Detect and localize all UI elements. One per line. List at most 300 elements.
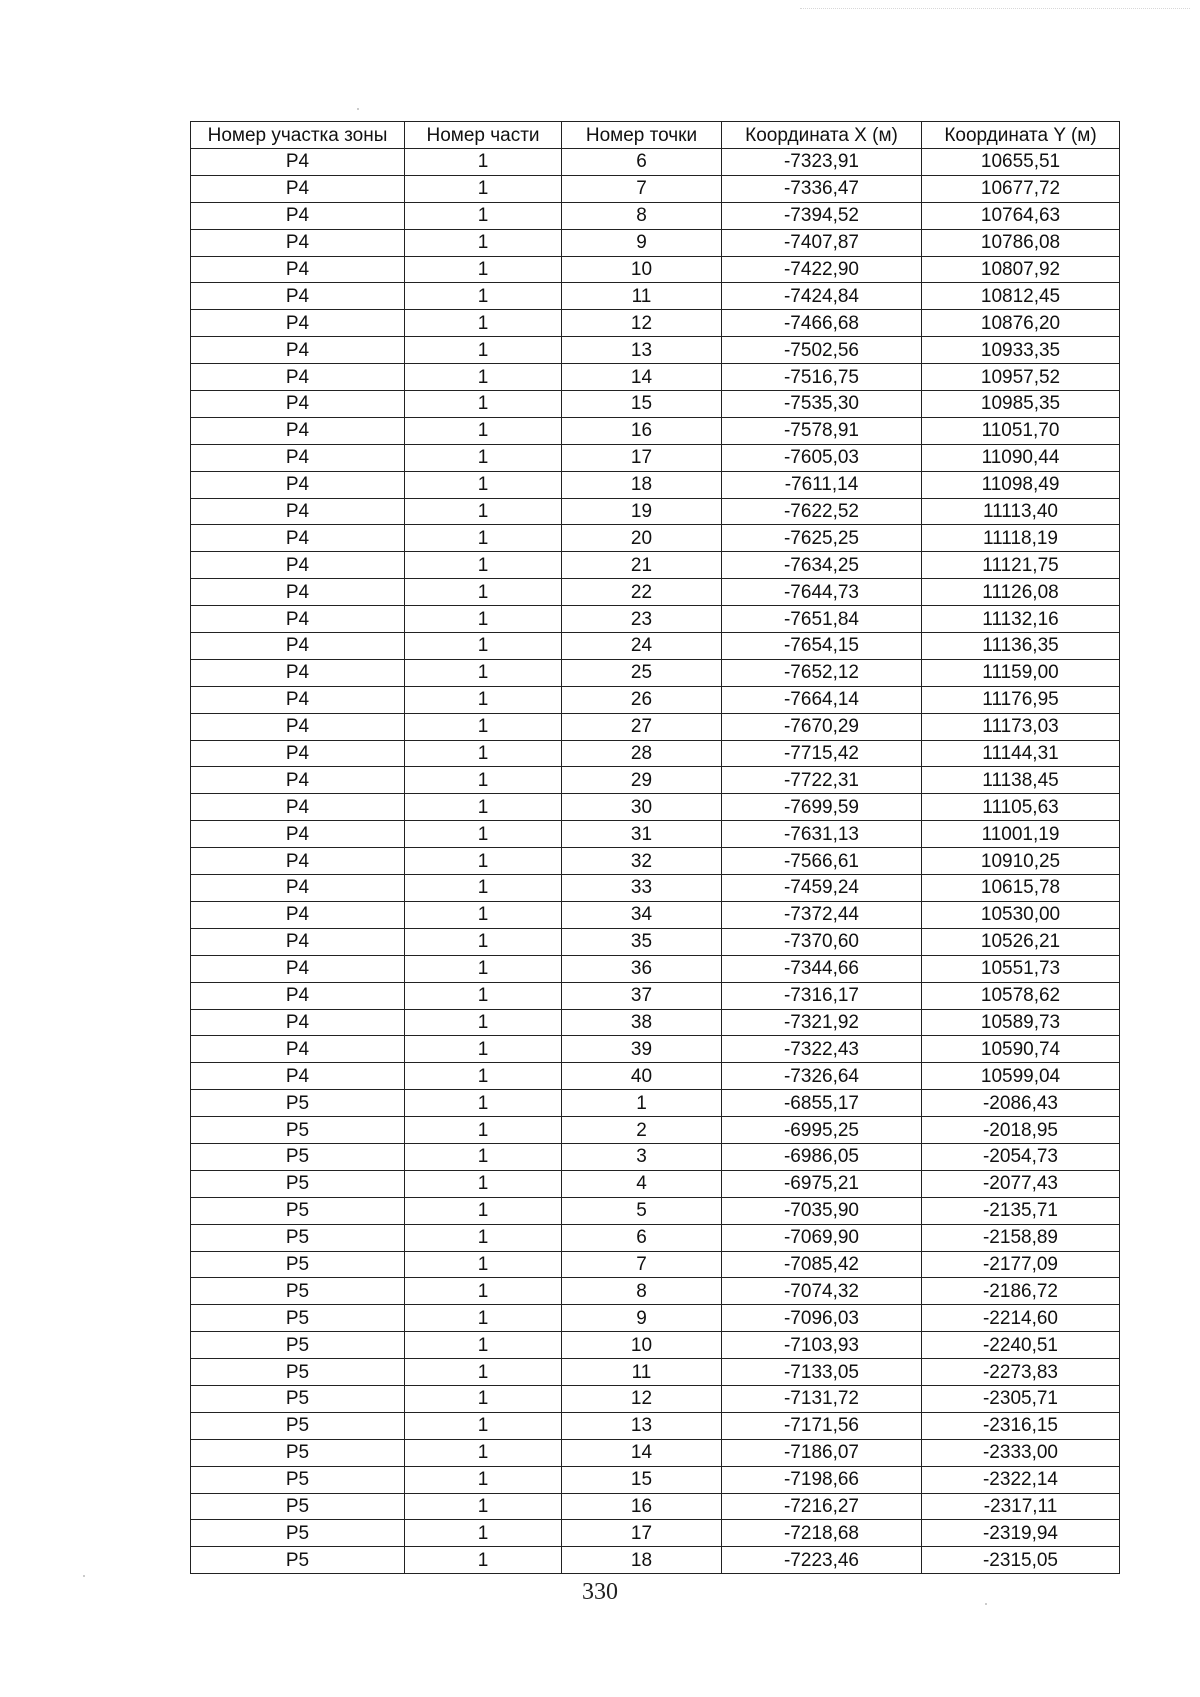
- cell-point-number: 17: [562, 1520, 722, 1547]
- cell-part-number: 1: [405, 713, 562, 740]
- cell-zone-plot-number: Р4: [191, 767, 405, 794]
- table-body: [191, 149, 1120, 1574]
- cell-coordinate-x: -7096,03: [722, 1305, 922, 1332]
- cell-point-number: 21: [562, 552, 722, 579]
- cell-coordinate-x: -7218,68: [722, 1520, 922, 1547]
- cell-coordinate-x: -7198,66: [722, 1466, 922, 1493]
- cell-coordinate-x: -7502,56: [722, 337, 922, 364]
- cell-coordinate-x: -7651,84: [722, 606, 922, 633]
- cell-point-number: 12: [562, 310, 722, 337]
- cell-zone-plot-number: Р5: [191, 1197, 405, 1224]
- table-row: [191, 579, 1120, 606]
- cell-zone-plot-number: Р4: [191, 417, 405, 444]
- cell-coordinate-x: -7316,17: [722, 982, 922, 1009]
- cell-zone-plot-number: Р4: [191, 794, 405, 821]
- cell-point-number: 13: [562, 1412, 722, 1439]
- cell-part-number: 1: [405, 444, 562, 471]
- cell-point-number: 37: [562, 982, 722, 1009]
- cell-part-number: 1: [405, 364, 562, 391]
- cell-coordinate-y: 11051,70: [922, 417, 1120, 444]
- table-row: [191, 552, 1120, 579]
- cell-coordinate-x: -7344,66: [722, 955, 922, 982]
- cell-part-number: 1: [405, 1439, 562, 1466]
- cell-part-number: 1: [405, 1305, 562, 1332]
- header-row: [191, 122, 1120, 149]
- cell-zone-plot-number: Р4: [191, 149, 405, 176]
- cell-coordinate-y: -2305,71: [922, 1385, 1120, 1412]
- cell-point-number: 9: [562, 1305, 722, 1332]
- cell-coordinate-y: 10807,92: [922, 256, 1120, 283]
- cell-coordinate-y: -2317,11: [922, 1493, 1120, 1520]
- cell-coordinate-y: -2319,94: [922, 1520, 1120, 1547]
- cell-part-number: 1: [405, 1520, 562, 1547]
- cell-point-number: 16: [562, 417, 722, 444]
- table-row: [191, 498, 1120, 525]
- cell-coordinate-x: -7605,03: [722, 444, 922, 471]
- scan-speck: [83, 1575, 85, 1577]
- cell-point-number: 40: [562, 1063, 722, 1090]
- cell-zone-plot-number: Р4: [191, 633, 405, 660]
- table-row: [191, 1466, 1120, 1493]
- cell-coordinate-x: -6975,21: [722, 1170, 922, 1197]
- cell-coordinate-x: -7670,29: [722, 713, 922, 740]
- cell-part-number: 1: [405, 1493, 562, 1520]
- cell-point-number: 6: [562, 1224, 722, 1251]
- cell-part-number: 1: [405, 525, 562, 552]
- cell-zone-plot-number: Р4: [191, 1063, 405, 1090]
- table-row: [191, 794, 1120, 821]
- table-row: [191, 417, 1120, 444]
- cell-zone-plot-number: Р4: [191, 928, 405, 955]
- cell-part-number: 1: [405, 202, 562, 229]
- cell-coordinate-x: -7133,05: [722, 1359, 922, 1386]
- cell-zone-plot-number: Р4: [191, 337, 405, 364]
- cell-part-number: 1: [405, 337, 562, 364]
- cell-coordinate-x: -7422,90: [722, 256, 922, 283]
- cell-zone-plot-number: Р4: [191, 1036, 405, 1063]
- cell-coordinate-x: -7664,14: [722, 686, 922, 713]
- cell-coordinate-y: 11173,03: [922, 713, 1120, 740]
- table-row: [191, 686, 1120, 713]
- cell-point-number: 38: [562, 1009, 722, 1036]
- cell-coordinate-y: 10985,35: [922, 391, 1120, 418]
- cell-point-number: 6: [562, 149, 722, 176]
- cell-part-number: 1: [405, 1224, 562, 1251]
- table-row: [191, 256, 1120, 283]
- cell-coordinate-y: 11138,45: [922, 767, 1120, 794]
- cell-zone-plot-number: Р5: [191, 1412, 405, 1439]
- cell-point-number: 11: [562, 283, 722, 310]
- table-row: [191, 1520, 1120, 1547]
- cell-part-number: 1: [405, 498, 562, 525]
- table-row: [191, 1009, 1120, 1036]
- cell-part-number: 1: [405, 1359, 562, 1386]
- cell-part-number: 1: [405, 955, 562, 982]
- cell-part-number: 1: [405, 229, 562, 256]
- cell-coordinate-y: 11098,49: [922, 471, 1120, 498]
- cell-point-number: 18: [562, 1547, 722, 1574]
- cell-coordinate-x: -6855,17: [722, 1090, 922, 1117]
- cell-part-number: 1: [405, 848, 562, 875]
- cell-coordinate-y: -2077,43: [922, 1170, 1120, 1197]
- cell-coordinate-y: -2086,43: [922, 1090, 1120, 1117]
- cell-coordinate-y: 10551,73: [922, 955, 1120, 982]
- cell-coordinate-y: 10526,21: [922, 928, 1120, 955]
- table-row: [191, 928, 1120, 955]
- cell-part-number: 1: [405, 1090, 562, 1117]
- coordinates-table: [190, 121, 1120, 1574]
- cell-coordinate-x: -7069,90: [722, 1224, 922, 1251]
- cell-part-number: 1: [405, 310, 562, 337]
- cell-zone-plot-number: Р5: [191, 1170, 405, 1197]
- table-row: [191, 633, 1120, 660]
- cell-coordinate-x: -7322,43: [722, 1036, 922, 1063]
- cell-coordinate-y: 11105,63: [922, 794, 1120, 821]
- cell-point-number: 5: [562, 1197, 722, 1224]
- cell-zone-plot-number: Р5: [191, 1224, 405, 1251]
- cell-point-number: 27: [562, 713, 722, 740]
- cell-zone-plot-number: Р5: [191, 1466, 405, 1493]
- cell-zone-plot-number: Р4: [191, 471, 405, 498]
- cell-part-number: 1: [405, 1412, 562, 1439]
- table-row: [191, 283, 1120, 310]
- cell-point-number: 31: [562, 821, 722, 848]
- cell-coordinate-x: -7131,72: [722, 1385, 922, 1412]
- cell-part-number: 1: [405, 1143, 562, 1170]
- cell-coordinate-y: -2054,73: [922, 1143, 1120, 1170]
- cell-coordinate-x: -7035,90: [722, 1197, 922, 1224]
- cell-coordinate-x: -7459,24: [722, 875, 922, 902]
- cell-part-number: 1: [405, 417, 562, 444]
- cell-coordinate-y: 11001,19: [922, 821, 1120, 848]
- table-row: [191, 1439, 1120, 1466]
- scan-speck: [357, 108, 359, 110]
- cell-part-number: 1: [405, 875, 562, 902]
- cell-part-number: 1: [405, 175, 562, 202]
- cell-coordinate-x: -7171,56: [722, 1412, 922, 1439]
- cell-zone-plot-number: Р5: [191, 1520, 405, 1547]
- cell-point-number: 24: [562, 633, 722, 660]
- cell-point-number: 28: [562, 740, 722, 767]
- table-row: [191, 848, 1120, 875]
- cell-zone-plot-number: Р4: [191, 955, 405, 982]
- table-row: [191, 1493, 1120, 1520]
- table-row: [191, 525, 1120, 552]
- table-row: [191, 149, 1120, 176]
- cell-zone-plot-number: Р4: [191, 579, 405, 606]
- table-row: [191, 444, 1120, 471]
- cell-part-number: 1: [405, 256, 562, 283]
- cell-coordinate-y: -2018,95: [922, 1117, 1120, 1144]
- header-point-number: Номер точки: [562, 122, 722, 149]
- cell-coordinate-x: -7652,12: [722, 659, 922, 686]
- cell-part-number: 1: [405, 928, 562, 955]
- cell-coordinate-x: -7631,13: [722, 821, 922, 848]
- cell-point-number: 36: [562, 955, 722, 982]
- table-row: [191, 202, 1120, 229]
- cell-part-number: 1: [405, 1009, 562, 1036]
- cell-point-number: 29: [562, 767, 722, 794]
- table-row: [191, 767, 1120, 794]
- cell-coordinate-y: 11136,35: [922, 633, 1120, 660]
- cell-coordinate-y: -2273,83: [922, 1359, 1120, 1386]
- cell-coordinate-x: -7722,31: [722, 767, 922, 794]
- cell-part-number: 1: [405, 391, 562, 418]
- cell-coordinate-x: -7625,25: [722, 525, 922, 552]
- table-row: [191, 1385, 1120, 1412]
- cell-zone-plot-number: Р5: [191, 1359, 405, 1386]
- cell-zone-plot-number: Р4: [191, 229, 405, 256]
- cell-coordinate-x: -7223,46: [722, 1547, 922, 1574]
- cell-part-number: 1: [405, 1251, 562, 1278]
- cell-coordinate-x: -7323,91: [722, 149, 922, 176]
- cell-coordinate-y: 10677,72: [922, 175, 1120, 202]
- table-row: [191, 1278, 1120, 1305]
- table-row: [191, 391, 1120, 418]
- cell-part-number: 1: [405, 1117, 562, 1144]
- cell-coordinate-y: 11118,19: [922, 525, 1120, 552]
- cell-part-number: 1: [405, 1170, 562, 1197]
- cell-part-number: 1: [405, 767, 562, 794]
- cell-coordinate-x: -7644,73: [722, 579, 922, 606]
- cell-coordinate-y: 10615,78: [922, 875, 1120, 902]
- cell-coordinate-y: 10876,20: [922, 310, 1120, 337]
- cell-point-number: 3: [562, 1143, 722, 1170]
- cell-coordinate-x: -7424,84: [722, 283, 922, 310]
- cell-coordinate-x: -7566,61: [722, 848, 922, 875]
- cell-zone-plot-number: Р4: [191, 391, 405, 418]
- cell-coordinate-x: -7466,68: [722, 310, 922, 337]
- cell-coordinate-y: -2322,14: [922, 1466, 1120, 1493]
- cell-part-number: 1: [405, 471, 562, 498]
- cell-zone-plot-number: Р5: [191, 1547, 405, 1574]
- cell-zone-plot-number: Р4: [191, 821, 405, 848]
- cell-coordinate-y: 10589,73: [922, 1009, 1120, 1036]
- cell-part-number: 1: [405, 1385, 562, 1412]
- cell-point-number: 39: [562, 1036, 722, 1063]
- cell-zone-plot-number: Р4: [191, 686, 405, 713]
- cell-point-number: 4: [562, 1170, 722, 1197]
- cell-coordinate-y: -2316,15: [922, 1412, 1120, 1439]
- cell-zone-plot-number: Р5: [191, 1251, 405, 1278]
- cell-part-number: 1: [405, 149, 562, 176]
- cell-coordinate-y: 10812,45: [922, 283, 1120, 310]
- header-part-number: Номер части: [405, 122, 562, 149]
- coordinates-table-container: [190, 121, 1119, 1574]
- cell-coordinate-y: 11132,16: [922, 606, 1120, 633]
- table-row: [191, 337, 1120, 364]
- cell-point-number: 12: [562, 1385, 722, 1412]
- cell-zone-plot-number: Р4: [191, 659, 405, 686]
- cell-point-number: 1: [562, 1090, 722, 1117]
- cell-part-number: 1: [405, 1063, 562, 1090]
- cell-zone-plot-number: Р4: [191, 525, 405, 552]
- cell-coordinate-y: 11113,40: [922, 498, 1120, 525]
- cell-coordinate-x: -7407,87: [722, 229, 922, 256]
- cell-point-number: 16: [562, 1493, 722, 1520]
- cell-part-number: 1: [405, 686, 562, 713]
- cell-coordinate-x: -7622,52: [722, 498, 922, 525]
- cell-part-number: 1: [405, 283, 562, 310]
- cell-zone-plot-number: Р4: [191, 1009, 405, 1036]
- cell-part-number: 1: [405, 1332, 562, 1359]
- cell-point-number: 8: [562, 202, 722, 229]
- cell-zone-plot-number: Р4: [191, 848, 405, 875]
- table-row: [191, 1090, 1120, 1117]
- cell-coordinate-x: -7085,42: [722, 1251, 922, 1278]
- cell-point-number: 7: [562, 1251, 722, 1278]
- cell-coordinate-x: -7370,60: [722, 928, 922, 955]
- cell-zone-plot-number: Р5: [191, 1090, 405, 1117]
- table-row: [191, 955, 1120, 982]
- cell-coordinate-x: -7611,14: [722, 471, 922, 498]
- cell-point-number: 17: [562, 444, 722, 471]
- table-row: [191, 606, 1120, 633]
- table-header: [191, 122, 1120, 149]
- cell-coordinate-x: -7516,75: [722, 364, 922, 391]
- cell-zone-plot-number: Р5: [191, 1143, 405, 1170]
- table-row: [191, 1197, 1120, 1224]
- cell-coordinate-y: 10530,00: [922, 901, 1120, 928]
- cell-point-number: 7: [562, 175, 722, 202]
- cell-coordinate-y: 11090,44: [922, 444, 1120, 471]
- cell-coordinate-y: 10655,51: [922, 149, 1120, 176]
- cell-point-number: 26: [562, 686, 722, 713]
- cell-coordinate-y: 10590,74: [922, 1036, 1120, 1063]
- cell-zone-plot-number: Р4: [191, 256, 405, 283]
- cell-coordinate-y: -2135,71: [922, 1197, 1120, 1224]
- cell-part-number: 1: [405, 1547, 562, 1574]
- cell-point-number: 14: [562, 364, 722, 391]
- table-row: [191, 740, 1120, 767]
- table-row: [191, 875, 1120, 902]
- cell-zone-plot-number: Р5: [191, 1439, 405, 1466]
- cell-coordinate-y: 10910,25: [922, 848, 1120, 875]
- cell-coordinate-y: 10764,63: [922, 202, 1120, 229]
- cell-point-number: 25: [562, 659, 722, 686]
- cell-coordinate-x: -7634,25: [722, 552, 922, 579]
- cell-part-number: 1: [405, 633, 562, 660]
- cell-point-number: 35: [562, 928, 722, 955]
- header-coordinate-y: Координата Y (м): [922, 122, 1120, 149]
- cell-coordinate-x: -7216,27: [722, 1493, 922, 1520]
- cell-coordinate-x: -7186,07: [722, 1439, 922, 1466]
- cell-coordinate-x: -7103,93: [722, 1332, 922, 1359]
- cell-coordinate-x: -7578,91: [722, 417, 922, 444]
- cell-zone-plot-number: Р5: [191, 1332, 405, 1359]
- header-coordinate-x: Координата X (м): [722, 122, 922, 149]
- table-row: [191, 229, 1120, 256]
- cell-coordinate-x: -7074,32: [722, 1278, 922, 1305]
- cell-coordinate-y: 10578,62: [922, 982, 1120, 1009]
- cell-zone-plot-number: Р4: [191, 875, 405, 902]
- table-row: [191, 1332, 1120, 1359]
- cell-zone-plot-number: Р4: [191, 982, 405, 1009]
- table-row: [191, 1251, 1120, 1278]
- cell-coordinate-y: -2214,60: [922, 1305, 1120, 1332]
- cell-zone-plot-number: Р4: [191, 283, 405, 310]
- cell-point-number: 11: [562, 1359, 722, 1386]
- cell-coordinate-x: -7535,30: [722, 391, 922, 418]
- table-row: [191, 1305, 1120, 1332]
- cell-zone-plot-number: Р4: [191, 901, 405, 928]
- cell-coordinate-x: -7654,15: [722, 633, 922, 660]
- table-row: [191, 713, 1120, 740]
- cell-part-number: 1: [405, 552, 562, 579]
- cell-part-number: 1: [405, 606, 562, 633]
- cell-coordinate-x: -6986,05: [722, 1143, 922, 1170]
- cell-coordinate-y: 11126,08: [922, 579, 1120, 606]
- table-row: [191, 1412, 1120, 1439]
- cell-zone-plot-number: Р4: [191, 498, 405, 525]
- cell-coordinate-y: -2333,00: [922, 1439, 1120, 1466]
- cell-coordinate-y: 10957,52: [922, 364, 1120, 391]
- cell-point-number: 15: [562, 391, 722, 418]
- table-row: [191, 364, 1120, 391]
- table-row: [191, 901, 1120, 928]
- cell-point-number: 22: [562, 579, 722, 606]
- cell-zone-plot-number: Р4: [191, 202, 405, 229]
- page-number: 330: [582, 1579, 618, 1605]
- table-row: [191, 175, 1120, 202]
- cell-part-number: 1: [405, 1466, 562, 1493]
- cell-zone-plot-number: Р5: [191, 1278, 405, 1305]
- scan-artifact: [800, 8, 1190, 13]
- cell-part-number: 1: [405, 1197, 562, 1224]
- cell-zone-plot-number: Р4: [191, 606, 405, 633]
- cell-coordinate-y: -2158,89: [922, 1224, 1120, 1251]
- cell-part-number: 1: [405, 821, 562, 848]
- cell-coordinate-x: -7699,59: [722, 794, 922, 821]
- table-row: [191, 659, 1120, 686]
- cell-coordinate-x: -7336,47: [722, 175, 922, 202]
- table-row: [191, 1063, 1120, 1090]
- cell-part-number: 1: [405, 579, 562, 606]
- cell-zone-plot-number: Р4: [191, 740, 405, 767]
- cell-zone-plot-number: Р4: [191, 364, 405, 391]
- cell-coordinate-y: 11159,00: [922, 659, 1120, 686]
- cell-point-number: 10: [562, 256, 722, 283]
- cell-zone-plot-number: Р4: [191, 175, 405, 202]
- cell-coordinate-x: -7321,92: [722, 1009, 922, 1036]
- cell-point-number: 34: [562, 901, 722, 928]
- cell-part-number: 1: [405, 901, 562, 928]
- cell-point-number: 18: [562, 471, 722, 498]
- cell-zone-plot-number: Р5: [191, 1493, 405, 1520]
- cell-coordinate-x: -6995,25: [722, 1117, 922, 1144]
- table-row: [191, 1547, 1120, 1574]
- cell-coordinate-y: 11176,95: [922, 686, 1120, 713]
- table-row: [191, 1143, 1120, 1170]
- cell-part-number: 1: [405, 1278, 562, 1305]
- cell-point-number: 14: [562, 1439, 722, 1466]
- cell-point-number: 32: [562, 848, 722, 875]
- cell-coordinate-x: -7326,64: [722, 1063, 922, 1090]
- cell-coordinate-y: -2177,09: [922, 1251, 1120, 1278]
- cell-point-number: 10: [562, 1332, 722, 1359]
- cell-zone-plot-number: Р5: [191, 1117, 405, 1144]
- cell-zone-plot-number: Р4: [191, 310, 405, 337]
- table-row: [191, 1117, 1120, 1144]
- cell-coordinate-y: 10599,04: [922, 1063, 1120, 1090]
- cell-zone-plot-number: Р4: [191, 444, 405, 471]
- table-row: [191, 821, 1120, 848]
- table-row: [191, 1359, 1120, 1386]
- cell-coordinate-y: -2315,05: [922, 1547, 1120, 1574]
- table-row: [191, 1224, 1120, 1251]
- table-row: [191, 982, 1120, 1009]
- cell-coordinate-y: 10933,35: [922, 337, 1120, 364]
